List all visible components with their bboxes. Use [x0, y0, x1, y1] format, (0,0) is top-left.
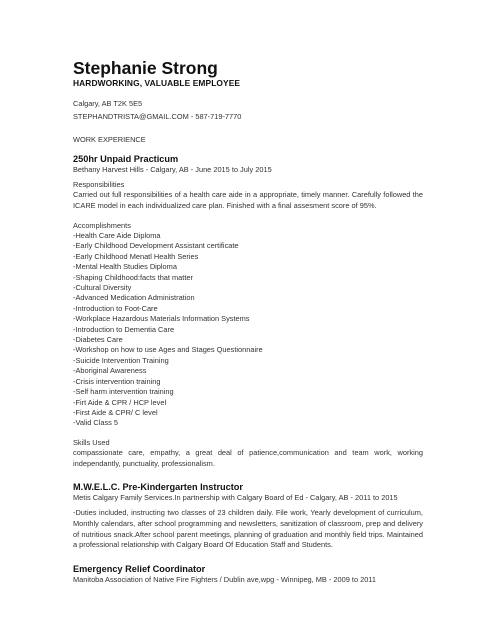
accomplishment-item: -Firt Aide & CPR / HCP level	[73, 397, 167, 407]
section-heading-work-experience: WORK EXPERIENCE	[73, 135, 146, 144]
accomplishment-item: -Self harm intervention training	[73, 387, 174, 397]
accomplishment-item: -Mental Health Studies Diploma	[73, 262, 177, 272]
job-title: M.W.E.L.C. Pre-Kindergarten Instructor	[73, 482, 243, 493]
accomplishment-item: -Advanced Medication Administration	[73, 293, 195, 303]
job-title: Emergency Relief Coordinator	[73, 563, 206, 574]
email-phone: STEPHANDTRISTA@GMAIL.COM - 587-719-7770	[73, 112, 242, 121]
job-entry	[73, 481, 423, 550]
candidate-name: Stephanie Strong	[73, 58, 218, 78]
job-title: 250hr Unpaid Practicum	[73, 154, 179, 164]
responsibilities-label: Responsibilities	[73, 180, 125, 189]
job-description: -Duties included, instructing two classes of 23 children daily. File work, Yearly development of curriculum, Monthly calendars, after school programming and newsletters, sanitization of classroom, prep and delivery of nutritious snack.After school parent meetings, planning of graduation and monthly field trips. Maintained a professional relationship with Calgary Board Of Education Staff and Students.	[73, 508, 423, 550]
responsibilities-text: Carried out full responsibilities of a health care aide in a appropriate, timely manner. Carefully followed the ICARE model in each individualized care plan. Finished with a final assesment score of 95%.	[73, 190, 423, 210]
accomplishment-item: -Early Childhood Development Assistant certificate	[73, 241, 239, 251]
accomplishment-item: -Introduction to Dementia Care	[73, 324, 175, 334]
address: Calgary, AB T2K 5E5	[73, 99, 143, 108]
resume-document	[73, 59, 423, 585]
accomplishment-item: -Suicide Intervention Training	[73, 355, 169, 365]
accomplishment-item: -Shaping Childhood:facts that matter	[73, 272, 193, 282]
accomplishment-item: -Early Childhood Menatl Health Series	[73, 251, 199, 261]
accomplishment-item: -Introduction to Foot-Care	[73, 303, 158, 313]
accomplishments-list	[73, 231, 423, 429]
accomplishment-item: -Valid Class 5	[73, 418, 119, 428]
job-entry	[73, 153, 423, 469]
accomplishment-item: -Diabetes Care	[73, 335, 123, 345]
skills-label: Skills Used	[73, 437, 110, 447]
job-meta: Metis Calgary Family Services.In partnership with Calgary Board of Ed - Calgary, AB - 2011 to 2015	[73, 493, 398, 503]
accomplishment-item: -Cultural Diversity	[73, 283, 132, 293]
accomplishment-item: -Workshop on how to use Ages and Stages Questionnaire	[73, 345, 263, 355]
skills-text: compassionate care, empathy, a great deal of patience,communication and team work, working independantly, punctuality, professionalism.	[73, 448, 423, 468]
job-meta: Manitoba Association of Native Fire Fighters / Dublin ave,wpg - Winnipeg, MB - 2009 to 2011	[73, 574, 377, 584]
accomplishment-item: -Health Care Aide Diploma	[73, 231, 161, 240]
accomplishments-label: Accomplishments	[73, 220, 131, 230]
accomplishment-item: -Aboriginal Awareness	[73, 366, 147, 376]
candidate-tagline: HARDWORKING, VALUABLE EMPLOYEE	[73, 78, 241, 88]
job-entry	[73, 563, 423, 585]
accomplishment-item: -Crisis intervention training	[73, 376, 161, 386]
job-meta: Bethany Harvest Hills - Calgary, AB - June 2015 to July 2015	[73, 165, 272, 174]
accomplishment-item: -First Aide & CPR/ C level	[73, 407, 158, 417]
accomplishment-item: -Workplace Hazardous Materials Information Systems	[73, 314, 250, 324]
